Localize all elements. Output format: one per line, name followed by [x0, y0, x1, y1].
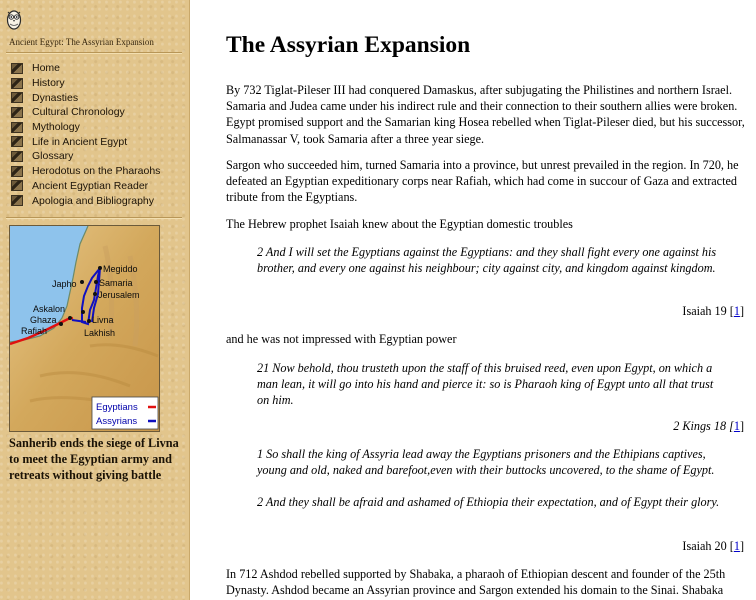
- nav-item-apologia[interactable]: [11, 193, 160, 208]
- caption-line-2: to meet the Egyptian army and retreats without giving battle: [9, 452, 172, 482]
- nav-item-herodotus[interactable]: [11, 164, 160, 179]
- nav-link[interactable]: Glossary: [32, 150, 74, 163]
- citation-isaiah-20: [682, 538, 744, 554]
- paragraph-1: By 732 Tiglat-Pileser III had conquered Damaskus, after subjugating the Philistines and northern Israel. Samaria and Judea came under his indirect rule and their connection to their southern allies were broken. Egypt promised support and the Samarian king Hosea rebelled when Tiglat-Pileser died, but his successor, Salmanassar V, took Samaria after a three year siege.: [226, 83, 745, 146]
- nav-item-reader[interactable]: [11, 179, 160, 194]
- citation-close: ]: [739, 539, 744, 553]
- nav-bullet-icon: [11, 122, 23, 133]
- nav-link[interactable]: History: [32, 77, 65, 90]
- map-label-samaria: Samaria: [99, 278, 133, 288]
- footnote-link[interactable]: 1: [733, 539, 740, 553]
- legend-assyrians-label: Assyrians: [96, 416, 138, 427]
- quote-isaiah-20-v2: 2 And they shall be afraid and ashamed of Ethiopia their expectation, and of Egypt their glory.: [257, 495, 720, 509]
- citation-isaiah-19: [682, 303, 744, 319]
- footnote-link[interactable]: 1: [733, 419, 740, 433]
- map-label-askalon: Askalon: [33, 304, 66, 314]
- paragraph-5: In 712 Ashdod rebelled supported by Shabaka, a pharaoh of Ethiopian descent and founder of the 25th Dynasty. Ashdod became an Assyrian province and Sargon extended his domain to the Sinai. Shabaka: [226, 567, 726, 598]
- nav-menu: [11, 61, 160, 208]
- citation-text: 2 Kings 18 [: [673, 419, 734, 433]
- nav-item-cultural-chronology[interactable]: [11, 105, 160, 120]
- sidebar: [0, 0, 190, 600]
- nav-link[interactable]: Ancient Egyptian Reader: [32, 179, 149, 192]
- map-label-jerusalem: Jerusalem: [98, 290, 140, 300]
- map-label-ghaza: Ghaza: [30, 315, 57, 325]
- citation-2-kings-18: [673, 418, 744, 434]
- quote-isaiah-19: 2 And I will set the Egyptians against the Egyptians: and they shall fight every one against his brother, and every one against his neighbour; city against city, and kingdom against kingdom.: [257, 245, 717, 276]
- citation-text: Isaiah 20 [: [682, 539, 734, 553]
- nav-item-history[interactable]: [11, 76, 160, 91]
- campaign-map: [9, 225, 160, 432]
- nav-item-mythology[interactable]: [11, 120, 160, 135]
- map-caption: [9, 435, 184, 483]
- nav-link[interactable]: Mythology: [32, 121, 80, 134]
- divider: [6, 52, 182, 54]
- quote-2-kings-18: 21 Now behold, thou trusteth upon the staff of this bruised reed, even upon Egypt, on which a man lean, it will go into his hand and pierce it: so is Pharaoh king of Egypt unto all that trust on him.: [257, 361, 714, 408]
- nav-item-glossary[interactable]: [11, 149, 160, 164]
- map-label-megiddo: Megiddo: [103, 264, 138, 274]
- nav-bullet-icon: [11, 180, 23, 191]
- nav-bullet-icon: [11, 151, 23, 162]
- citation-close: ]: [739, 304, 744, 318]
- map-label-livna: Livna: [92, 315, 114, 325]
- paragraph-2: Sargon who succeeded him, turned Samaria into a province, but unrest prevailed in the region. In 720, he defeated an Egyptian expeditionary corps near Rafiah, which had come in succour of Gaza and extracted tribute from the Egyptians.: [226, 158, 739, 205]
- owl-logo-icon[interactable]: [6, 8, 22, 30]
- citation-text: Isaiah 19 [: [682, 304, 734, 318]
- nav-item-life[interactable]: [11, 134, 160, 149]
- legend-egyptians-label: Egyptians: [96, 402, 138, 413]
- nav-bullet-icon: [11, 195, 23, 206]
- page-title: The Assyrian Expansion: [226, 32, 471, 58]
- map-label-lakhish: Lakhish: [84, 328, 116, 338]
- nav-link[interactable]: Cultural Chronology: [32, 106, 125, 119]
- caption-line-1: Sanherib ends the siege of Livna: [9, 436, 179, 450]
- citation-close: ]: [739, 419, 744, 433]
- nav-link[interactable]: Apologia and Bibliography: [32, 194, 155, 207]
- map-label-rafiah: Rafiah: [21, 326, 48, 336]
- nav-bullet-icon: [11, 63, 23, 74]
- paragraph-4: and he was not impressed with Egyptian power: [226, 332, 457, 346]
- nav-bullet-icon: [11, 136, 23, 147]
- map-label-japho: Japho: [52, 279, 77, 289]
- nav-link[interactable]: Herodotus on the Pharaohs: [32, 165, 161, 178]
- divider: [6, 217, 182, 219]
- nav-link[interactable]: Home: [32, 62, 61, 75]
- nav-bullet-icon: [11, 166, 23, 177]
- nav-bullet-icon: [11, 78, 23, 89]
- nav-link[interactable]: Life in Ancient Egypt: [32, 135, 128, 148]
- nav-bullet-icon: [11, 107, 23, 118]
- quote-isaiah-20-v1: 1 So shall the king of Assyria lead away the Egyptians prisoners and the Ethipians captives, young and old, naked and barefoot,even with their buttocks uncovered, to the shame of Egypt.: [257, 447, 715, 478]
- nav-item-home[interactable]: [11, 61, 160, 76]
- map-graphic: [10, 226, 159, 431]
- footnote-link[interactable]: 1: [733, 304, 740, 318]
- paragraph-3: The Hebrew prophet Isaiah knew about the Egyptian domestic troubles: [226, 217, 573, 231]
- nav-link[interactable]: Dynasties: [32, 91, 79, 104]
- nav-item-dynasties[interactable]: [11, 90, 160, 105]
- nav-bullet-icon: [11, 92, 23, 103]
- breadcrumb: Ancient Egypt: The Assyrian Expansion: [9, 37, 154, 47]
